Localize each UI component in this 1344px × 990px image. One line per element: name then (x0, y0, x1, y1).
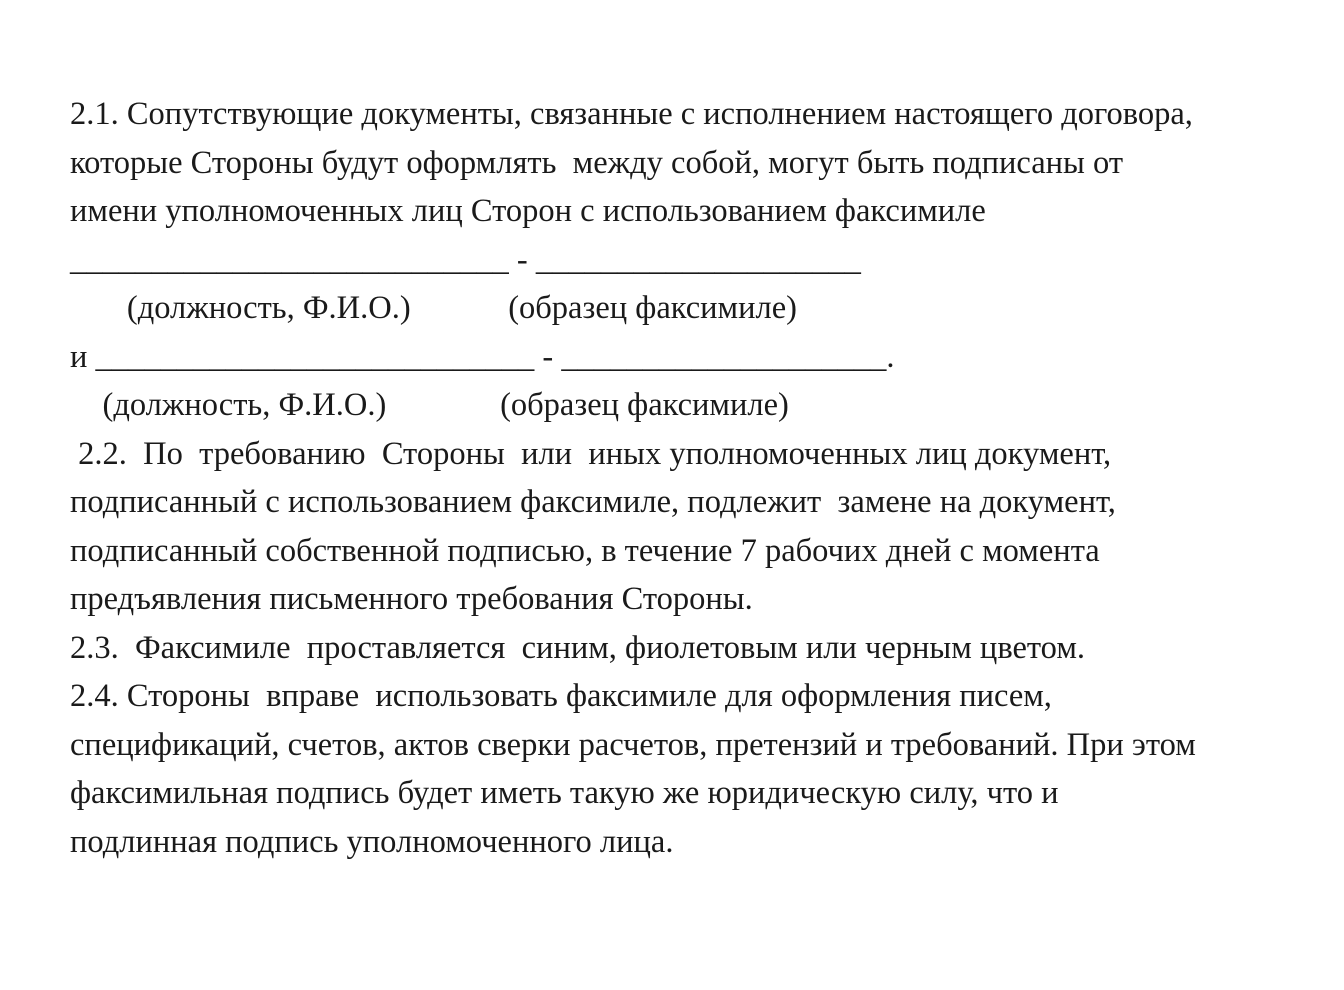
clause-2-3-line-1: 2.3. Факсимиле проставляется синим, фиолетовым или черным цветом. (70, 629, 1086, 666)
clause-2-2-line-2: подписанный с использованием факсимиле, подлежит замене на документ, (70, 484, 1116, 520)
clause-2-4-line-2: спецификаций, счетов, актов сверки расчетов, претензий и требований. При этом (70, 726, 1196, 763)
clause-2-1-line-3: имени уполномоченных лиц Сторон с использованием факсимиле (70, 193, 986, 229)
clause-2-1-line-1: 2.1. Сопутствующие документы, связанные с исполнением настоящего договора, (70, 96, 1193, 132)
clause-2-2 (70, 430, 1330, 624)
clause-2-1 (70, 90, 1330, 236)
clause-2-2-line-3: подписанный собственной подписью, в течение 7 рабочих дней с момента (70, 532, 1100, 569)
clause-2-2-line-4: предъявления письменного требования Стороны. (70, 581, 753, 617)
clause-2-1-line-2: которые Стороны будут оформлять между собой, могут быть подписаны от (70, 144, 1124, 181)
clause-2-4-line-3: факсимильная подпись будет иметь такую же юридическую силу, что и (70, 775, 1059, 811)
signature-caption-row-2: (должность, Ф.И.О.) (образец факсимиле) (70, 387, 789, 423)
clause-2-4-line-4: подлинная подпись уполномоченного лица. (70, 823, 674, 860)
clause-2-4-line-1: 2.4. Стороны вправе использовать факсимиле для оформления писем, (70, 678, 1052, 714)
clause-2-2-line-1: 2.2. По требованию Стороны или иных уполномоченных лиц документ, (70, 435, 1112, 472)
signature-caption-row-1: (должность, Ф.И.О.) (образец факсимиле) (70, 290, 797, 326)
signature-block (70, 236, 1330, 430)
clause-2-4 (70, 672, 1330, 866)
document-body (70, 90, 1330, 866)
clause-2-3 (70, 624, 1330, 673)
signature-blank-row-1: ___________________________ - ____________________ (70, 241, 861, 278)
signature-blank-row-2: и ___________________________ - ____________________. (70, 338, 895, 375)
